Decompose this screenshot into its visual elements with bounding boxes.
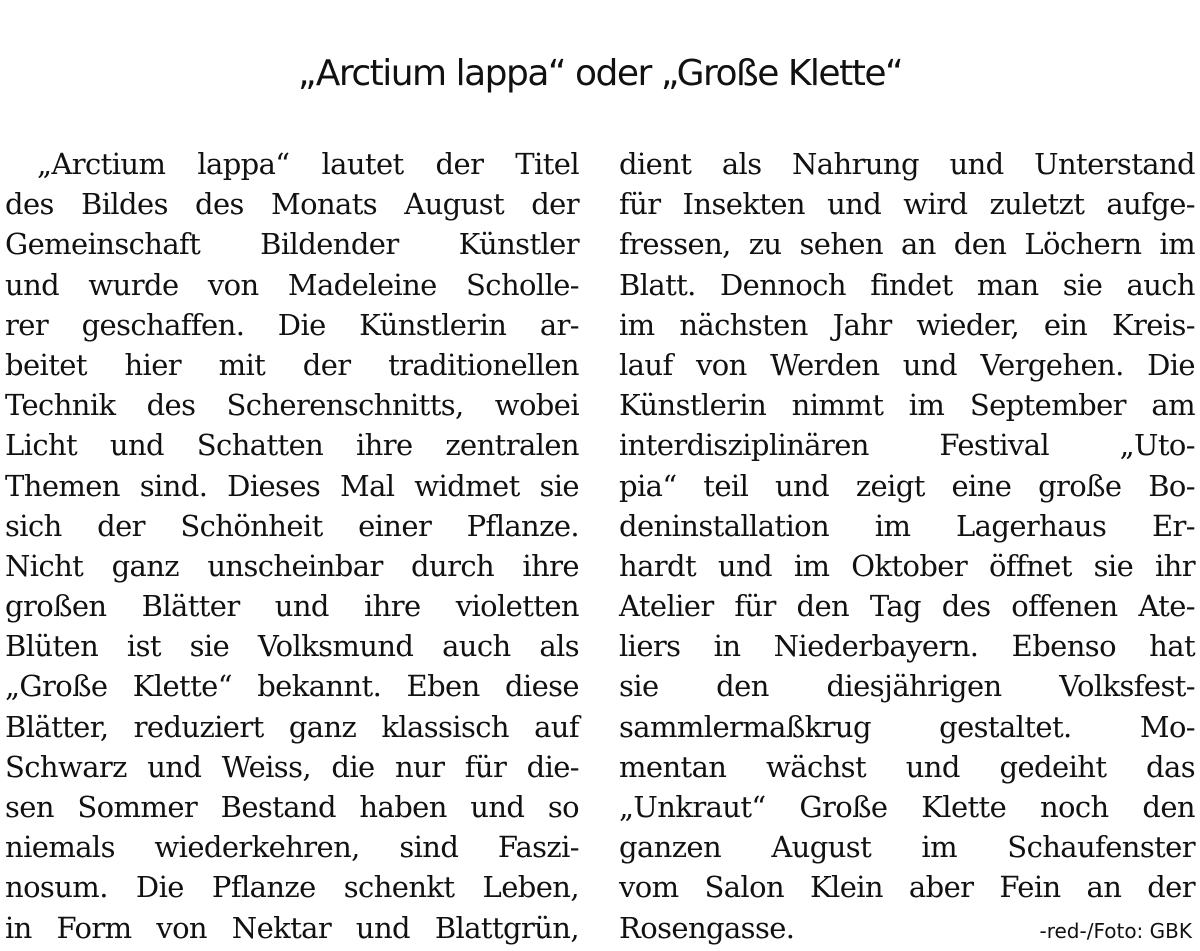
text-line: dient als Nahrung und Unterstand bbox=[619, 147, 1195, 181]
text-line: fressen, zu sehen an den Löchern im bbox=[619, 227, 1195, 262]
text-line: Licht und Schatten ihre zentralen bbox=[5, 428, 579, 463]
text-line: „Arctium lappa“ lautet der Titel bbox=[37, 147, 579, 181]
text-line: für Insekten und wird zuletzt aufge- bbox=[619, 187, 1195, 222]
text-line: mentan wächst und gedeiht das bbox=[619, 749, 1195, 784]
text-line: Technik des Scherenschnitts, wobei bbox=[5, 388, 579, 423]
article-last-line bbox=[619, 908, 1195, 948]
text-line: sie den diesjährigen Volksfest- bbox=[619, 669, 1195, 704]
text-line: vom Salon Klein aber Fein an der bbox=[619, 870, 1195, 905]
text-line: Blätter, reduziert ganz klassisch auf bbox=[5, 709, 579, 744]
text-line: und wurde von Madeleine Scholle- bbox=[5, 267, 579, 302]
text-line: lauf von Werden und Vergehen. Die bbox=[619, 347, 1195, 382]
text-line: liers in Niederbayern. Ebenso hat bbox=[619, 629, 1195, 664]
text-line: sich der Schönheit einer Pflanze. bbox=[5, 508, 579, 543]
text-line: beitet hier mit der traditionellen bbox=[5, 347, 579, 382]
text-line: Atelier für den Tag des offenen Ate- bbox=[619, 589, 1195, 624]
text-line: Schwarz und Weiss, die nur für die- bbox=[5, 749, 579, 784]
text-line: Themen sind. Dieses Mal widmet sie bbox=[5, 468, 579, 503]
text-line: Blüten ist sie Volksmund auch als bbox=[5, 629, 579, 664]
text-line: im nächsten Jahr wieder, ein Kreis- bbox=[619, 307, 1195, 342]
text-line: interdisziplinären Festival „Uto- bbox=[619, 428, 1195, 463]
text-line: großen Blätter und ihre violetten bbox=[5, 589, 579, 624]
text-line: nosum. Die Pflanze schenkt Leben, bbox=[5, 870, 579, 905]
text-line: Nicht ganz unscheinbar durch ihre bbox=[5, 548, 579, 583]
text-line: deninstallation im Lagerhaus Er- bbox=[619, 508, 1195, 543]
text-line: „Große Klette“ bekannt. Eben diese bbox=[5, 669, 579, 704]
photo-credit: -red-/Foto: GBK bbox=[1039, 918, 1192, 943]
text-line: hardt und im Oktober öffnet sie ihr bbox=[619, 548, 1195, 583]
text-line: „Unkraut“ Große Klette noch den bbox=[619, 790, 1195, 824]
text-line: rer geschaffen. Die Künstlerin ar- bbox=[5, 307, 579, 342]
text-line: ganzen August im Schaufenster bbox=[619, 830, 1195, 865]
text-line: Künstlerin nimmt im September am bbox=[619, 388, 1195, 423]
article-headline: „Arctium lappa“ oder „Große Klette“ bbox=[297, 53, 903, 94]
article-column-left bbox=[5, 144, 579, 948]
text-line: in Form von Nektar und Blattgrün, bbox=[5, 910, 579, 945]
text-line: Gemeinschaft Bildender Künstler bbox=[5, 227, 579, 262]
text-line: sammlermaßkrug gestaltet. Mo- bbox=[619, 709, 1195, 744]
text-line: pia“ teil und zeigt eine große Bo- bbox=[619, 468, 1195, 503]
text-line: Blatt. Dennoch findet man sie auch bbox=[619, 267, 1195, 302]
text-line: Rosengasse. bbox=[619, 910, 795, 945]
article-column-right bbox=[619, 144, 1195, 948]
text-line: niemals wiederkehren, sind Faszi- bbox=[5, 830, 579, 865]
text-line: des Bildes des Monats August der bbox=[5, 187, 579, 222]
text-line: sen Sommer Bestand haben und so bbox=[5, 790, 579, 824]
